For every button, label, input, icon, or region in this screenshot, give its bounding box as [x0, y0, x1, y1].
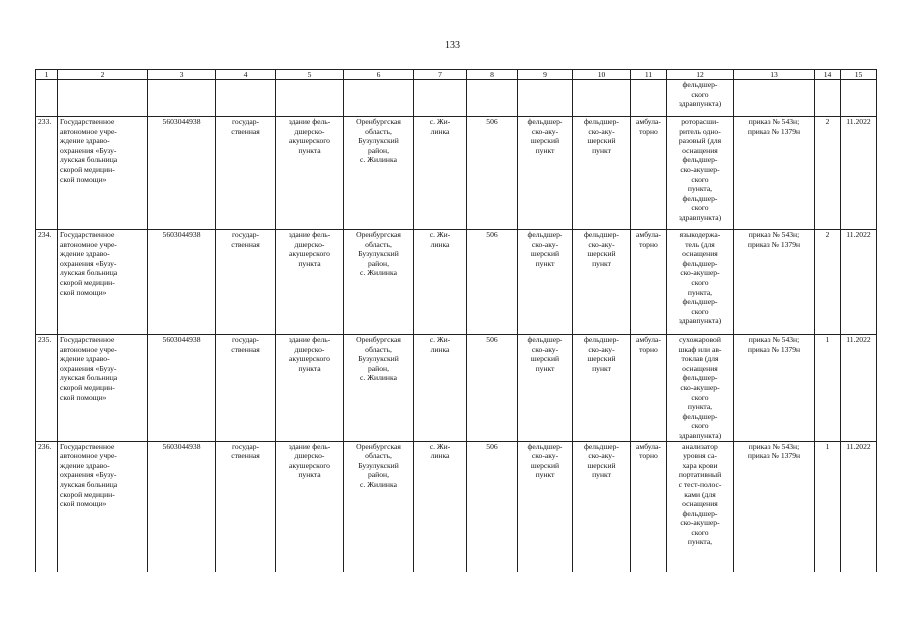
organization-name: Государственное автономное учре- ждение здраво- охранения «Бузу- лукская больница скорой медицин- ской помощи»	[58, 117, 148, 230]
column-number-1: 1	[36, 70, 58, 80]
row-number: 235.	[36, 335, 58, 442]
column-number-5: 5	[276, 70, 344, 80]
table-row	[36, 335, 877, 442]
unit-type-target: фельдшер- ско-аку- шерский пункт	[573, 441, 631, 572]
empty-cell	[414, 80, 467, 117]
registry-table	[35, 69, 877, 572]
locality: с. Жи- линка	[414, 335, 467, 442]
empty-cell	[841, 80, 877, 117]
column-number-3: 3	[148, 70, 216, 80]
building-type: здание фель- дшерско- акушерского пункта	[276, 117, 344, 230]
table-body	[36, 70, 877, 572]
ownership-form: государ- ственная	[216, 335, 276, 442]
column-number-7: 7	[414, 70, 467, 80]
unit-type-target: фельдшер- ско-аку- шерский пункт	[573, 230, 631, 335]
table-row	[36, 117, 877, 230]
building-type: здание фель- дшерско- акушерского пункта	[276, 441, 344, 572]
order-reference: приказ № 543н; приказ № 1379н	[734, 441, 815, 572]
column-number-2: 2	[58, 70, 148, 80]
care-conditions: амбула- торно	[631, 335, 667, 442]
locality: с. Жи- линка	[414, 441, 467, 572]
quantity: 2	[815, 117, 841, 230]
equipment-description: языкодержа- тель (для оснащения фельдшер- ско-акушер- ского пункта, фельдшер- ского здравпункта)	[667, 230, 734, 335]
building-type: здание фель- дшерско- акушерского пункта	[276, 335, 344, 442]
locality: с. Жи- линка	[414, 230, 467, 335]
empty-cell	[631, 80, 667, 117]
unit-type: фельдшер- ско-аку- шерский пункт	[518, 335, 573, 442]
care-conditions: амбула- торно	[631, 230, 667, 335]
inn-number: 5603044938	[148, 230, 216, 335]
column-number-11: 11	[631, 70, 667, 80]
continuation-equipment: фельдшер- ского здравпункта)	[667, 80, 734, 117]
order-reference: приказ № 543н; приказ № 1379н	[734, 230, 815, 335]
equipment-description: ротораcши- ритель одно- разовый (для оснащения фельдшер- ско-акушер- ского пункта, фельдшер- ского здравпункта)	[667, 117, 734, 230]
unit-type-target: фельдшер- ско-аку- шерский пункт	[573, 335, 631, 442]
delivery-date: 11.2022	[841, 335, 877, 442]
inn-number: 5603044938	[148, 335, 216, 442]
column-number-row	[36, 70, 877, 80]
building-type: здание фель- дшерско- акушерского пункта	[276, 230, 344, 335]
unit-type: фельдшер- ско-аку- шерский пункт	[518, 441, 573, 572]
delivery-date: 11.2022	[841, 230, 877, 335]
organization-name: Государственное автономное учре- ждение здраво- охранения «Бузу- лукская больница скорой медицин- ской помощи»	[58, 230, 148, 335]
unit-type: фельдшер- ско-аку- шерский пункт	[518, 117, 573, 230]
organization-name: Государственное автономное учре- ждение здраво- охранения «Бузу- лукская больница скорой медицин- ской помощи»	[58, 335, 148, 442]
unit-type: фельдшер- ско-аку- шерский пункт	[518, 230, 573, 335]
inn-number: 5603044938	[148, 441, 216, 572]
ownership-form: государ- ственная	[216, 230, 276, 335]
address: Оренбургская область, Бузулукский район, с. Жилинка	[344, 335, 414, 442]
empty-cell	[344, 80, 414, 117]
code: 506	[467, 230, 518, 335]
code: 506	[467, 117, 518, 230]
order-reference: приказ № 543н; приказ № 1379н	[734, 335, 815, 442]
empty-cell	[815, 80, 841, 117]
address: Оренбургская область, Бузулукский район, с. Жилинка	[344, 230, 414, 335]
column-number-14: 14	[815, 70, 841, 80]
inn-number: 5603044938	[148, 117, 216, 230]
row-number: 234.	[36, 230, 58, 335]
empty-cell	[518, 80, 573, 117]
order-reference: приказ № 543н; приказ № 1379н	[734, 117, 815, 230]
column-number-8: 8	[467, 70, 518, 80]
continuation-row	[36, 80, 877, 117]
address: Оренбургская область, Бузулукский район, с. Жилинка	[344, 441, 414, 572]
empty-cell	[276, 80, 344, 117]
column-number-4: 4	[216, 70, 276, 80]
table-row	[36, 230, 877, 335]
row-number: 236.	[36, 441, 58, 572]
column-number-10: 10	[573, 70, 631, 80]
table-row	[36, 441, 877, 572]
row-number: 233.	[36, 117, 58, 230]
quantity: 2	[815, 230, 841, 335]
empty-cell	[734, 80, 815, 117]
empty-cell	[58, 80, 148, 117]
care-conditions: амбула- торно	[631, 441, 667, 572]
address: Оренбургская область, Бузулукский район, с. Жилинка	[344, 117, 414, 230]
empty-cell	[148, 80, 216, 117]
column-number-15: 15	[841, 70, 877, 80]
empty-cell	[467, 80, 518, 117]
column-number-12: 12	[667, 70, 734, 80]
column-number-6: 6	[344, 70, 414, 80]
delivery-date: 11.2022	[841, 117, 877, 230]
code: 506	[467, 335, 518, 442]
delivery-date: 11.2022	[841, 441, 877, 572]
code: 506	[467, 441, 518, 572]
equipment-description: анализатор уровня са- хара крови портативный с тест-полос- ками (для оснащения фельдшер- ско-акушер- ского пункта,	[667, 441, 734, 572]
empty-cell	[216, 80, 276, 117]
care-conditions: амбула- торно	[631, 117, 667, 230]
page-number: 133	[445, 40, 460, 51]
column-number-13: 13	[734, 70, 815, 80]
ownership-form: государ- ственная	[216, 117, 276, 230]
empty-cell	[573, 80, 631, 117]
quantity: 1	[815, 335, 841, 442]
locality: с. Жи- линка	[414, 117, 467, 230]
unit-type-target: фельдшер- ско-аку- шерский пункт	[573, 117, 631, 230]
column-number-9: 9	[518, 70, 573, 80]
empty-cell	[36, 80, 58, 117]
quantity: 1	[815, 441, 841, 572]
ownership-form: государ- ственная	[216, 441, 276, 572]
organization-name: Государственное автономное учре- ждение здраво- охранения «Бузу- лукская больница скорой медицин- ской помощи»	[58, 441, 148, 572]
equipment-description: сухожаровой шкаф или ав- токлав (для оснащения фельдшер- ско-акушер- ского пункта, фельдшер- ского здравпункта)	[667, 335, 734, 442]
